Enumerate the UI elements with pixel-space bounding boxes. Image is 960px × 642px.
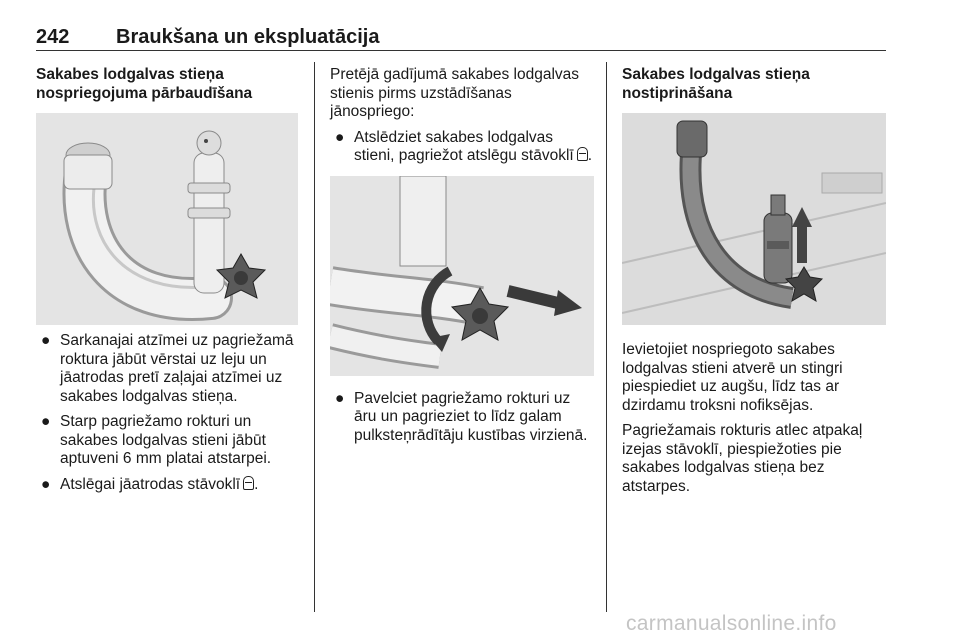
tension-bullet-list bbox=[330, 129, 596, 166]
intro-paragraph: Pretējā gadījumā sakabes lodgalvas stienis pirms uzstādīšanas jānospriego: bbox=[330, 66, 580, 120]
list-item bbox=[36, 413, 302, 469]
period: . bbox=[587, 147, 593, 164]
bullet-glyph: ● bbox=[335, 389, 345, 407]
unlocked-padlock-icon bbox=[577, 147, 588, 161]
page-header bbox=[36, 26, 886, 52]
list-item-text: Sarkanajai atzīmei uz pagriežamā roktura jābūt vērstai uz leju un jāatrodas pretī zaļajai atzīmei uz sakabes lodgalvas stieņa. bbox=[60, 332, 294, 405]
check-bullet-list bbox=[36, 332, 302, 494]
period: . bbox=[254, 475, 259, 493]
list-item bbox=[330, 390, 596, 446]
fasten-paragraph-2: Pagriežamais rokturis atlec atpakaļ izejas stāvoklī, piespiežoties pie sakabes lodgalvas stieņa bez atstarpes. bbox=[622, 422, 863, 495]
column-divider-1 bbox=[314, 62, 315, 612]
list-item-text: Starp pagriežamo rokturi un sakabes lodgalvas stieni jābūt aptuveni 6 mm platai atstarpei. bbox=[60, 413, 272, 467]
bullet-glyph: ● bbox=[41, 332, 51, 349]
list-item-text: Atslēgai jāatrodas stāvoklī bbox=[60, 475, 241, 493]
list-item-text: Atslēdziet sakabes lodgalvas stieni, pagriežot atslēgu stāvoklī bbox=[354, 128, 574, 164]
tow-bar-insertion-illustration bbox=[622, 113, 886, 325]
bullet-glyph: ● bbox=[41, 413, 51, 430]
list-item bbox=[36, 476, 302, 495]
tow-bar-tension-check-illustration bbox=[36, 113, 298, 325]
tension-knob-illustration bbox=[330, 176, 594, 376]
section-heading-fasten: Sakabes lodgalvas stieņa nostiprināšana bbox=[622, 66, 810, 102]
watermark: carmanualsonline.info bbox=[626, 612, 837, 635]
unlocked-padlock-icon bbox=[243, 476, 254, 490]
list-item bbox=[330, 129, 596, 166]
column-2 bbox=[330, 66, 596, 445]
header-rule bbox=[36, 50, 886, 51]
page-number: 242 bbox=[36, 26, 70, 48]
column-1 bbox=[36, 66, 302, 494]
section-heading-check: Sakabes lodgalvas stieņa nospriegojuma pārbaudīšana bbox=[36, 66, 253, 102]
page-title: Braukšana un ekspluatācija bbox=[116, 26, 380, 48]
rotate-bullet-list bbox=[330, 390, 596, 446]
column-divider-2 bbox=[606, 62, 607, 612]
fasten-paragraph-1: Ievietojiet nospriegoto sakabes lodgalvas stieni atverē un stingri piespiediet uz augšu, līdz tas ar dzirdamu troksni nofiksējas. bbox=[622, 341, 843, 414]
list-item-text: Pavelciet pagriežamo rokturi uz āru un pagrieziet to līdz galam pulksteņrādītāju kustības virzienā. bbox=[354, 389, 588, 444]
bullet-glyph: ● bbox=[41, 475, 51, 493]
column-3 bbox=[622, 66, 890, 496]
list-item bbox=[36, 332, 302, 406]
bullet-glyph: ● bbox=[335, 128, 345, 146]
